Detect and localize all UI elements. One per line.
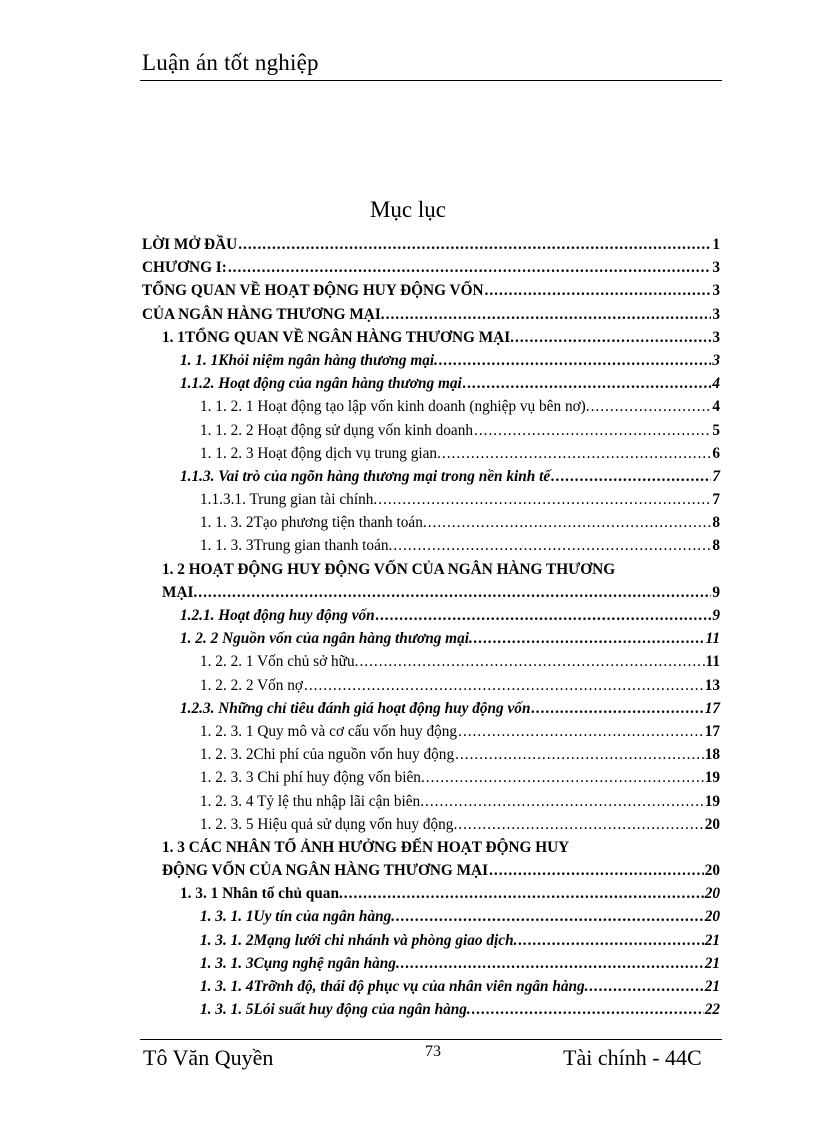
toc-entry-title: 1. 1. 2. 3 Hoạt động dịch vụ trung gian.	[200, 444, 441, 462]
toc-entry-page: 21	[704, 931, 720, 949]
toc-leader-dots	[589, 975, 703, 998]
toc-entry-page: 22	[704, 1001, 720, 1019]
toc-entry-title: 1.2.3. Những chỉ tiêu đánh giá hoạt động huy động vốn	[180, 699, 531, 717]
toc-leader-dots	[458, 720, 704, 743]
toc-entry-title: 1. 1. 2. 1 Hoạt động tạo lập vốn kinh doanh (nghiệp vụ bên nơ).	[200, 398, 590, 416]
toc-entry[interactable]	[142, 766, 720, 789]
toc-entry-page: 18	[704, 746, 720, 764]
toc-entry[interactable]	[142, 674, 720, 697]
toc-entry-title: 1. 2. 2. 1 Vốn chủ sở hữu.	[200, 653, 359, 671]
footer-class: Tài chính - 44C	[563, 1045, 702, 1070]
toc-entry-title: 1. 1. 3. 3Trung gian thanh toán.	[200, 537, 393, 555]
toc-entry[interactable]	[142, 650, 720, 673]
table-of-contents	[142, 233, 720, 1021]
toc-leader-dots	[401, 952, 704, 975]
toc-entry[interactable]	[142, 697, 720, 720]
toc-leader-dots	[393, 534, 711, 557]
toc-entry-page: 20	[704, 815, 720, 833]
toc-entry-title: 1. 1. 2. 2 Hoạt động sử dụng vốn kinh doanh	[200, 421, 473, 439]
footer-divider	[140, 1039, 722, 1040]
toc-entry-page: 9	[712, 583, 720, 601]
toc-entry-page: 3	[712, 282, 720, 300]
toc-entry[interactable]	[142, 233, 720, 256]
toc-entry-page: 4	[712, 375, 720, 393]
toc-entry-page: 19	[704, 792, 720, 810]
toc-entry-page: 9	[712, 607, 720, 624]
toc-entry[interactable]	[142, 465, 720, 488]
toc-entry[interactable]	[142, 534, 720, 557]
toc-leader-dots	[474, 627, 705, 650]
toc-entry[interactable]	[142, 488, 720, 511]
toc-entry[interactable]	[142, 929, 720, 952]
toc-entry-page: 20	[704, 908, 720, 926]
toc-entry-title: 1. 3. 1 Nhân tố chủ quan.	[180, 885, 343, 903]
toc-entry-page: 21	[704, 954, 720, 972]
running-header: Luận án tốt nghiệp	[142, 50, 319, 75]
toc-leader-dots	[518, 929, 703, 952]
toc-entry-title-line1: 1. 3 CÁC NHÂN TỐ ẢNH HƯỞNG ĐẾN HOẠT ĐỘNG HUY	[162, 838, 570, 856]
toc-entry[interactable]	[142, 882, 720, 905]
toc-entry-title: CỦA NGÂN HÀNG THƯƠNG MẠI.	[142, 305, 385, 323]
toc-entry-page: 11	[705, 653, 720, 671]
toc-entry-title: 1. 2. 3. 2Chi phí của nguồn vốn huy động	[200, 746, 455, 764]
toc-entry-title: 1. 3. 1. 1Uy tín của ngân hàng.	[200, 908, 396, 926]
toc-entry-title: 1. 2. 3. 3 Chi phí huy động vốn biên.	[200, 769, 425, 787]
toc-leader-dots	[442, 442, 711, 465]
toc-entry-title: LỜI MỞ ĐẦU	[142, 236, 238, 253]
toc-entry-page: 5	[712, 421, 720, 439]
toc-leader-dots	[304, 674, 704, 697]
toc-leader-dots	[428, 511, 712, 534]
toc-leader-dots	[378, 488, 711, 511]
footer-page-number: 73	[425, 1043, 441, 1060]
toc-leader-dots	[474, 419, 711, 442]
toc-heading: Mục lục	[369, 197, 446, 222]
toc-entry-title: 1.1.3.1. Trung gian tài chính.	[200, 491, 378, 509]
toc-entry-page: 3	[712, 305, 720, 323]
toc-entry-title: 1.1.3. Vai trò của ngõn hàng thương mại trong nền kinh tế	[180, 467, 551, 485]
toc-entry[interactable]	[142, 511, 720, 534]
toc-entry[interactable]	[142, 720, 720, 743]
toc-entry-title: 1. 1. 1Khỏi niệm ngân hàng thương mại.	[180, 351, 438, 369]
toc-entry-page: 7	[712, 491, 720, 509]
toc-leader-dots	[396, 905, 704, 928]
toc-entry[interactable]	[142, 975, 720, 998]
toc-entry-page: 3	[712, 351, 720, 369]
toc-leader-dots	[458, 813, 703, 836]
toc-entry-title: 1. 3. 1. 5Lói suất huy động của ngân hàng.	[200, 1001, 471, 1019]
toc-leader-dots	[439, 349, 711, 372]
header-divider	[140, 80, 722, 81]
toc-leader-dots	[426, 766, 704, 789]
toc-entry[interactable]	[142, 604, 720, 627]
toc-entry-title: 1. 1TỔNG QUAN VỀ NGÂN HÀNG THƯƠNG MẠI.	[162, 328, 514, 346]
footer-author: Tô Văn Quyền	[143, 1045, 274, 1070]
toc-entry[interactable]	[142, 790, 720, 813]
toc-entry[interactable]	[142, 836, 720, 882]
toc-entry-page: 1	[712, 236, 720, 253]
toc-entry-title: 1. 3. 1. 2Mạng lưới chi nhánh và phòng giao dịch.	[200, 931, 518, 949]
toc-entry-title: 1. 2. 3. 4 Tỷ lệ thu nhập lãi cận biên.	[200, 792, 425, 810]
toc-leader-dots	[531, 697, 703, 720]
toc-entry[interactable]	[142, 279, 720, 302]
toc-entry[interactable]	[142, 813, 720, 836]
toc-entry[interactable]	[142, 905, 720, 928]
toc-entry-title: 1.1.2. Hoạt động của ngân hàng thương mại	[180, 375, 462, 393]
toc-entry-page: 4	[712, 398, 720, 416]
toc-entry-page: 13	[704, 676, 720, 694]
toc-entry-title: 1. 2. 2. 2 Vốn nợ	[200, 676, 303, 694]
toc-entry[interactable]	[142, 419, 720, 442]
toc-leader-dots	[485, 279, 712, 302]
toc-entry-page: 20	[704, 862, 720, 880]
toc-entry-page: 11	[705, 630, 720, 648]
toc-entry[interactable]	[142, 442, 720, 465]
toc-leader-dots	[386, 303, 712, 326]
toc-entry-page: 17	[704, 699, 720, 717]
toc-entry[interactable]	[142, 303, 720, 326]
toc-leader-dots	[455, 743, 704, 766]
toc-entry-page: 3	[712, 328, 720, 346]
toc-leader-dots	[515, 326, 711, 349]
toc-entry-title-line2: ĐỘNG VỐN CỦA NGÂN HÀNG THƯƠNG MẠI	[162, 862, 489, 880]
toc-entry-title-line2: MẠI.	[162, 583, 198, 601]
toc-entry-title: 1. 1. 3. 2Tạo phương tiện thanh toán.	[200, 514, 427, 532]
toc-leader-dots	[463, 372, 712, 395]
toc-entry-page: 7	[712, 467, 720, 485]
toc-entry-page: 21	[704, 978, 720, 995]
toc-entry-title-line1: 1. 2 HOẠT ĐỘNG HUY ĐỘNG VỐN CỦA NGÂN HÀNG THƯƠNG	[162, 560, 616, 578]
toc-entry-title: 1. 2. 3. 5 Hiệu quả sử dụng vốn huy động.	[200, 815, 458, 833]
toc-leader-dots	[228, 256, 712, 279]
toc-entry[interactable]	[142, 998, 720, 1021]
toc-entry[interactable]	[142, 326, 720, 349]
toc-leader-dots	[551, 465, 711, 488]
toc-leader-dots	[376, 604, 712, 627]
toc-entry[interactable]	[142, 256, 720, 279]
toc-entry-page: 17	[704, 722, 720, 740]
toc-entry-page: 3	[712, 259, 720, 277]
toc-entry-page: 8	[712, 537, 720, 555]
toc-entry[interactable]	[142, 395, 720, 418]
toc-leader-dots	[489, 859, 704, 882]
toc-entry-page: 6	[712, 444, 720, 462]
toc-entry[interactable]	[142, 627, 720, 650]
toc-entry-title: 1.2.1. Hoạt động huy động vốn	[180, 607, 375, 624]
toc-entry[interactable]	[142, 558, 720, 604]
toc-leader-dots	[238, 233, 711, 256]
toc-leader-dots	[198, 581, 711, 604]
toc-entry[interactable]	[142, 349, 720, 372]
toc-leader-dots	[472, 998, 704, 1021]
toc-entry-page: 20	[704, 885, 720, 903]
toc-entry-title: 1. 2. 2 Nguồn vốn của ngân hàng thương mại.	[180, 630, 473, 648]
toc-leader-dots	[591, 395, 712, 418]
toc-entry[interactable]	[142, 743, 720, 766]
toc-entry-title: 1. 3. 1. 4Trỡnh độ, thái độ phục vụ của nhân viên ngân hàng.	[200, 978, 589, 995]
toc-entry-title: 1. 2. 3. 1 Quy mô và cơ cấu vốn huy động	[200, 722, 458, 740]
toc-entry[interactable]	[142, 952, 720, 975]
toc-leader-dots	[344, 882, 704, 905]
toc-entry-title: CHƯƠNG I:	[142, 259, 227, 277]
toc-entry-page: 8	[712, 514, 720, 532]
toc-entry[interactable]	[142, 372, 720, 395]
toc-entry-page: 19	[704, 769, 720, 787]
toc-leader-dots	[359, 650, 704, 673]
toc-entry-title: TỔNG QUAN VỀ HOẠT ĐỘNG HUY ĐỘNG VỐN	[142, 282, 484, 300]
toc-leader-dots	[425, 790, 704, 813]
toc-entry-title: 1. 3. 1. 3Cụng nghệ ngân hàng.	[200, 954, 400, 972]
